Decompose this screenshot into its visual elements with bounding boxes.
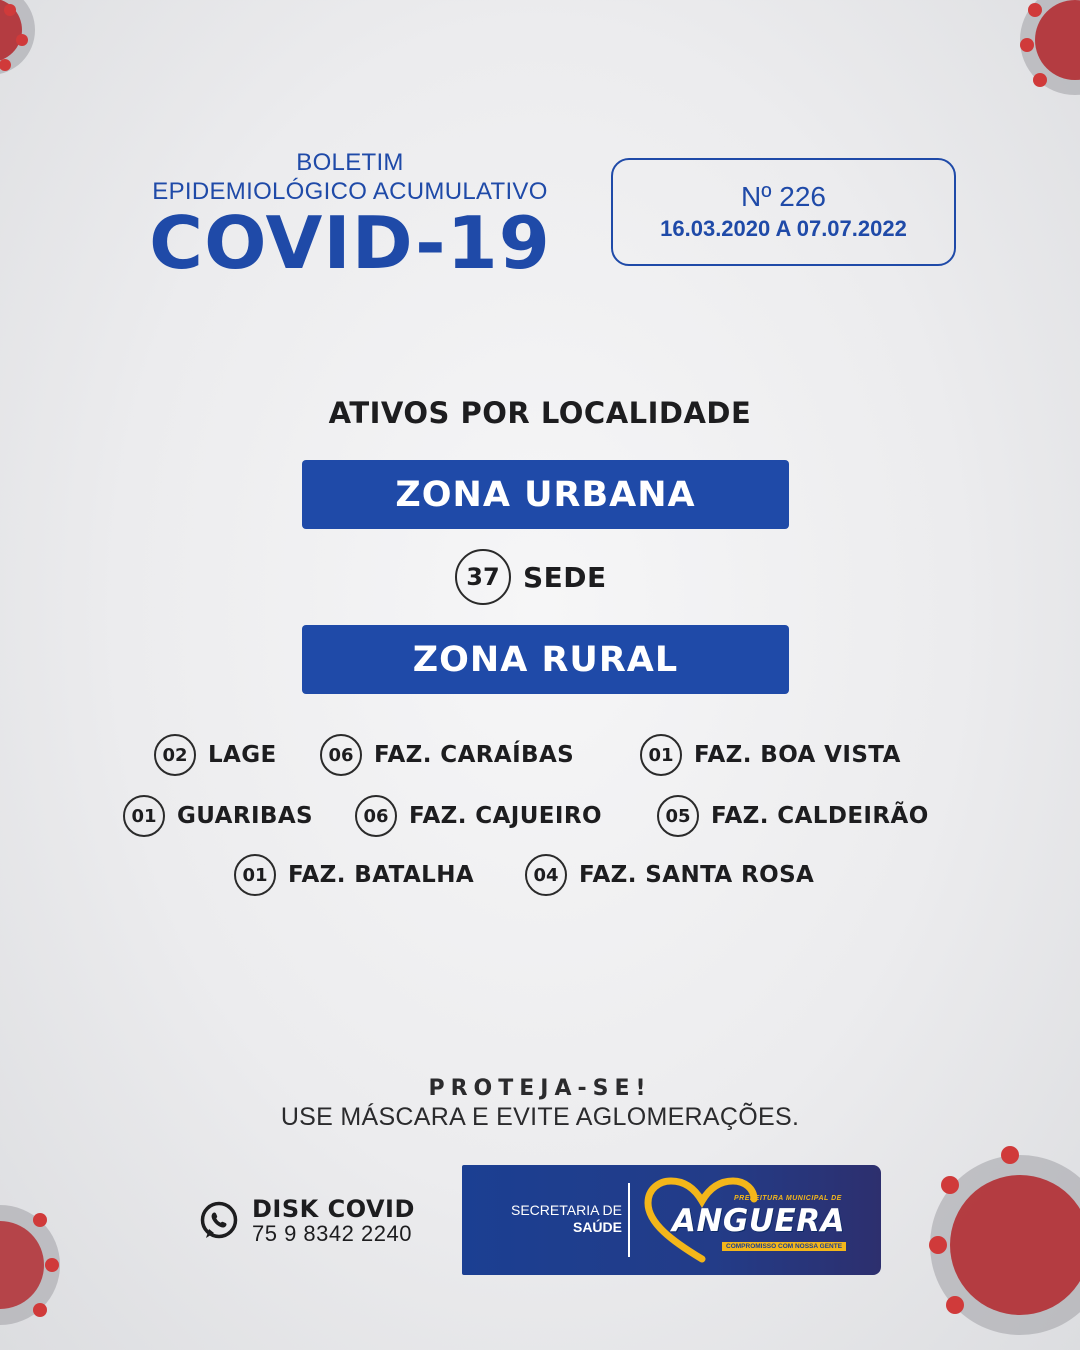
bulletin-subtitle: EPIDEMIOLÓGICO ACUMULATIVO: [152, 178, 548, 205]
disk-covid-contact[interactable]: [198, 1196, 415, 1246]
secretaria-logo-panel: [462, 1165, 881, 1275]
whatsapp-icon: [198, 1200, 240, 1242]
count-badge: 02: [154, 734, 196, 776]
location-name: FAZ. SANTA ROSA: [579, 862, 815, 888]
brand-name: ANGUERA: [672, 1203, 846, 1239]
virus-decoration-bottom-right: [900, 1125, 1080, 1350]
location-name: FAZ. CAJUEIRO: [409, 803, 602, 829]
bulletin-label: BOLETIM: [296, 149, 404, 176]
disk-covid-phone: 75 9 8342 2240: [252, 1221, 412, 1246]
zona-rural-banner: ZONA RURAL: [302, 625, 789, 694]
brand-tagline: COMPROMISSO COM NOSSA GENTE: [722, 1242, 846, 1251]
location-name: GUARIBAS: [177, 803, 314, 829]
location-item: [657, 795, 929, 837]
location-name: LAGE: [208, 742, 277, 768]
zona-urbana-banner: ZONA URBANA: [302, 460, 789, 529]
location-item: [525, 854, 814, 896]
virus-decoration-bottom-left: [0, 1180, 80, 1350]
location-name: SEDE: [523, 560, 607, 594]
protect-title: PROTEJA-SE!: [428, 1076, 652, 1101]
count-badge: 05: [657, 795, 699, 837]
secretaria-label: [498, 1202, 622, 1236]
logo-divider: [628, 1183, 630, 1257]
anguera-logo: [642, 1175, 846, 1263]
location-name: FAZ. BOA VISTA: [694, 742, 901, 768]
secretaria-line-2: SAÚDE: [572, 1219, 622, 1235]
bulletin-number: Nº 226: [741, 181, 826, 212]
location-item: [123, 795, 313, 837]
virus-decoration-top-left: [0, 0, 60, 110]
bulletin-info-box: [611, 158, 956, 266]
protection-message: [0, 1076, 1080, 1132]
protect-text: USE MÁSCARA E EVITE AGLOMERAÇÕES.: [280, 1103, 800, 1131]
count-badge: 01: [123, 795, 165, 837]
count-badge: 37: [455, 549, 511, 605]
secretaria-line-1: SECRETARIA DE: [511, 1202, 622, 1218]
count-badge: 04: [525, 854, 567, 896]
count-badge: 06: [320, 734, 362, 776]
location-name: FAZ. CALDEIRÃO: [711, 803, 929, 829]
count-badge: 01: [234, 854, 276, 896]
count-badge: 01: [640, 734, 682, 776]
section-title: ATIVOS POR LOCALIDADE: [328, 396, 752, 430]
virus-decoration-top-right: [1005, 0, 1080, 130]
location-item-sede: [455, 549, 607, 605]
location-item: [640, 734, 901, 776]
count-badge: 06: [355, 795, 397, 837]
location-item: [154, 734, 277, 776]
location-name: FAZ. CARAÍBAS: [374, 742, 575, 768]
bulletin-title-block: [120, 148, 580, 285]
location-item: [320, 734, 574, 776]
location-name: FAZ. BATALHA: [288, 862, 475, 888]
page-title: COVID-19: [149, 201, 551, 285]
disk-covid-label: DISK COVID: [252, 1195, 415, 1223]
location-item: [234, 854, 474, 896]
bulletin-period: 16.03.2020 A 07.07.2022: [660, 216, 907, 241]
location-item: [355, 795, 602, 837]
brand-top-text: PREFEITURA MUNICIPAL DE: [734, 1195, 842, 1202]
